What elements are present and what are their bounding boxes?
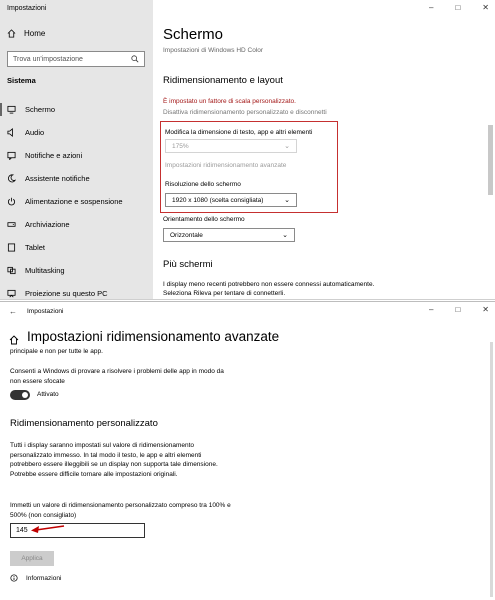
text-size-dropdown [165,139,297,153]
power-icon [7,197,16,206]
info-icon [10,574,18,582]
sidebar-item-label: Schermo [25,105,56,114]
page-title: Schermo [163,26,224,43]
resolution-value: 1920 x 1080 (scelta consigliata) [172,197,264,204]
info-label: Informazioni [26,574,62,582]
advanced-scaling-window [0,301,495,600]
sidebar-item-label: Multitasking [25,266,65,275]
home-icon [7,29,16,38]
back-button[interactable]: ← [9,307,17,316]
custom-scaling-description: Tutti i display saranno impostati sul valore di ridimensionamento personalizzato immesso. In tal modo il testo, le app e altri elementi potrebbero essere illeggibili se un display non supporta tale dimensione. Potrebbe essere difficile tornare alle impostazioni originali. [10,442,218,478]
sidebar-section-title: Sistema [7,76,36,85]
sidebar-item-label: Alimentazione e sospensione [25,197,123,206]
sidebar-item-proiezione[interactable] [0,282,153,300]
home-link[interactable] [7,29,45,38]
sidebar-item-archiviazione[interactable] [0,213,153,236]
disable-custom-scale-link[interactable]: Disattiva ridimensionamento personalizzato e disconnetti [163,109,327,116]
orientation-label: Orientamento dello schermo [163,216,245,223]
close-button[interactable]: ✕ [482,3,489,12]
text-size-value: 175% [172,143,189,150]
hd-color-link[interactable]: Impostazioni di Windows HD Color [163,47,264,54]
toggle-knob [22,392,28,398]
scrollbar-thumb[interactable] [488,125,493,195]
orientation-dropdown[interactable] [163,228,295,242]
window-title: Impostazioni [7,5,47,12]
sidebar-item-label: Audio [25,128,45,137]
sidebar-item-label: Proiezione su questo PC [25,289,108,298]
sidebar-item-label: Tablet [25,243,46,252]
close-button[interactable]: ✕ [482,305,489,314]
custom-scaling-heading: Ridimensionamento personalizzato [10,418,158,429]
minimize-button[interactable]: – [429,3,434,12]
tablet-icon [7,243,16,252]
fix-apps-description: Consenti a Windows di provare a risolvere i problemi delle app in modo da non essere sfocate [10,368,224,385]
speaker-icon [7,128,16,137]
chevron-down-icon: ⌄ [284,143,290,150]
search-placeholder: Trova un'impostazione [13,55,83,63]
advanced-scaling-link[interactable]: Impostazioni ridimensionamento avanzate [165,162,287,169]
search-icon [131,55,139,63]
info-link[interactable] [10,574,61,582]
multiple-displays-heading: Più schermi [163,259,213,270]
display-settings-main [153,0,495,300]
chevron-down-icon: ⌄ [282,232,288,239]
sidebar-item-label: Notifiche e azioni [25,151,83,160]
sidebar-item-alimentazione[interactable] [0,190,153,213]
sidebar-item-assistente[interactable] [0,167,153,190]
resolution-dropdown[interactable] [165,193,297,207]
annotation-arrow-icon [30,522,66,536]
orientation-value: Orizzontale [170,232,203,239]
window-controls [429,3,489,12]
sidebar-item-label: Assistente notifiche [25,174,90,183]
home-label: Home [24,29,46,38]
chevron-down-icon: ⌄ [284,197,290,204]
sidebar-item-tablet[interactable] [0,236,153,259]
sidebar-nav [0,98,153,300]
page-title: Impostazioni ridimensionamento avanzate [27,329,280,344]
resolution-label: Risoluzione dello schermo [165,181,241,188]
storage-icon [7,220,16,229]
projection-icon [7,289,16,298]
scrollbar-track[interactable] [490,342,493,597]
sidebar-item-multitasking[interactable] [0,259,153,282]
toggle-state-label: Attivato [37,391,59,398]
fix-apps-toggle[interactable] [10,390,30,400]
multitasking-icon [7,266,16,275]
monitor-icon [7,105,16,114]
apply-button[interactable]: Applica [10,551,54,566]
notification-icon [7,151,16,160]
minimize-button[interactable]: – [429,305,434,314]
settings-sidebar [0,0,153,300]
sidebar-item-schermo[interactable] [0,98,153,121]
text-size-label: Modifica la dimensione di testo, app e altri elementi [165,129,313,136]
custom-scaling-value: 145 [16,527,28,534]
sidebar-item-label: Archiviazione [25,220,70,229]
moon-icon [7,174,16,183]
multiple-displays-text: I display meno recenti potrebbero non essere connessi automaticamente. Seleziona Rileva per tentare di connetterli. [163,281,375,297]
custom-scaling-prompt: Immetti un valore di ridimensionamento personalizzato compreso tra 100% e 500% (non consigliato) [10,502,231,519]
scale-layout-heading: Ridimensionamento e layout [163,75,283,86]
search-input[interactable] [7,51,145,67]
window-controls [429,305,489,314]
home-icon [9,335,19,345]
clipped-text: principale e non per tutte le app. [10,348,103,355]
sidebar-item-audio[interactable] [0,121,153,144]
maximize-button[interactable]: □ [455,3,461,12]
custom-scale-warning: È impostato un fattore di scala personalizzato. [163,98,296,105]
sidebar-item-notifiche[interactable] [0,144,153,167]
window-title: Impostazioni [27,308,64,315]
maximize-button[interactable]: □ [455,305,461,314]
